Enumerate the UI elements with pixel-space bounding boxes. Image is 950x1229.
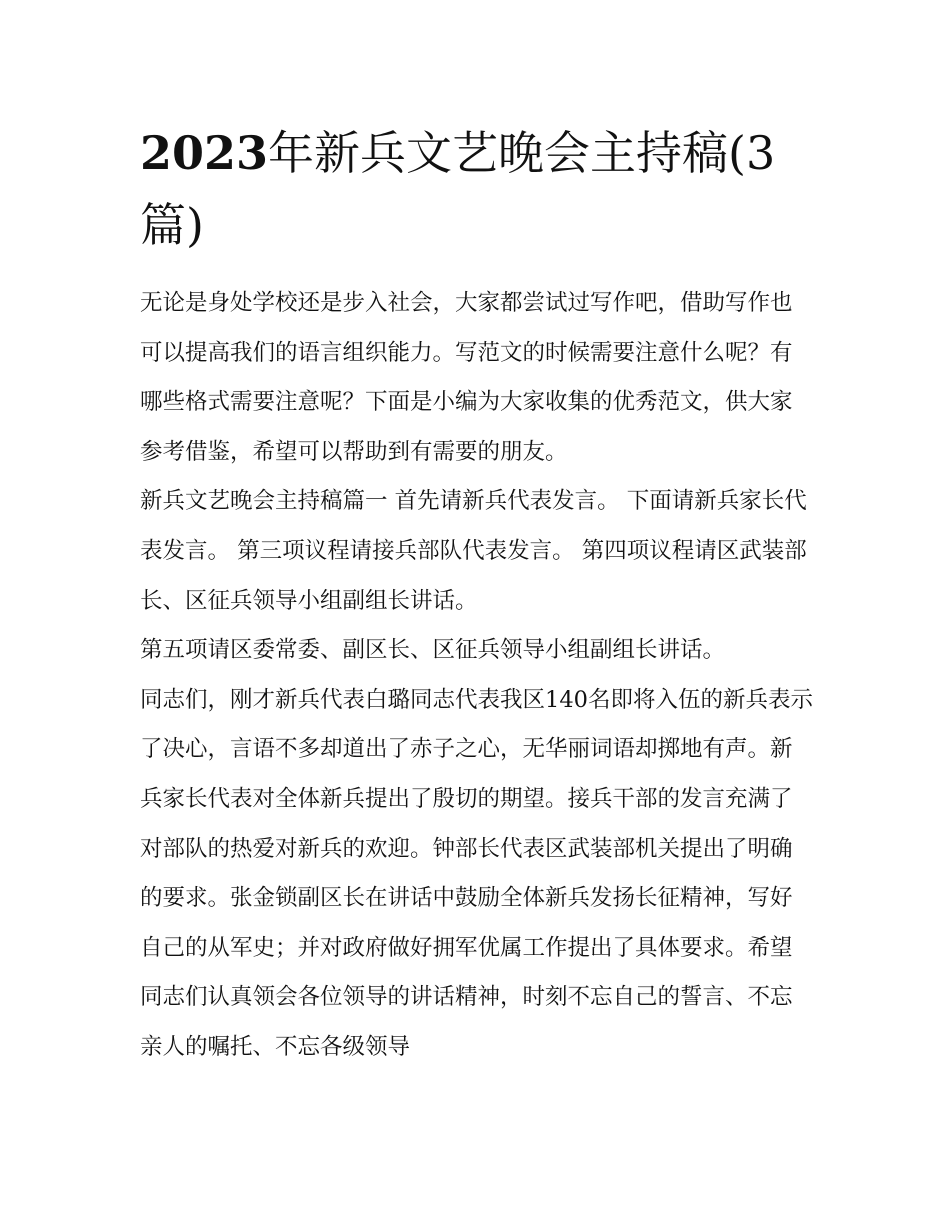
agenda-item-five: 第五项请区委常委、副区长、区征兵领导小组副组长讲话。 [140, 637, 726, 664]
agenda-paragraph: 新兵文艺晚会主持稿篇一 首先请新兵代表发言。 下面请新兵家长代表发言。 第三项议程请接兵部队代表发言。 第四项议程请区武装部长、区征兵领导小组副组长讲话。 [140, 488, 807, 614]
document-body [140, 279, 814, 1073]
title-year: 2023 [140, 126, 269, 180]
title-text: 年新兵文艺晚会主持稿(3篇) [140, 126, 776, 252]
intro-paragraph: 无论是身处学校还是步入社会，大家都尝试过写作吧，借助写作也可以提高我们的语言组织能力。写范文的时候需要注意什么呢？有哪些格式需要注意呢？下面是小编为大家收集的优秀范文，供大家参考借鉴，希望可以帮助到有需要的朋友。 [140, 290, 793, 465]
document-title [140, 117, 814, 261]
document-content [140, 117, 814, 1073]
closing-remarks-paragraph: 同志们，刚才新兵代表白璐同志代表我区140名即将入伍的新兵表示了决心，言语不多却道出了赤子之心，无华丽词语却掷地有声。新兵家长代表对全体新兵提出了殷切的期望。接兵干部的发言充满了对部队的热爱对新兵的欢迎。钟部长代表区武装部机关提出了明确的要求。张金锁副区长在讲话中鼓励全体新兵发扬长征精神，写好自己的从军史；并对政府做好拥军优属工作提出了具体要求。希望同志们认真领会各位领导的讲话精神，时刻不忘自己的誓言、不忘亲人的嘱托、不忘各级领导 [140, 686, 813, 1060]
